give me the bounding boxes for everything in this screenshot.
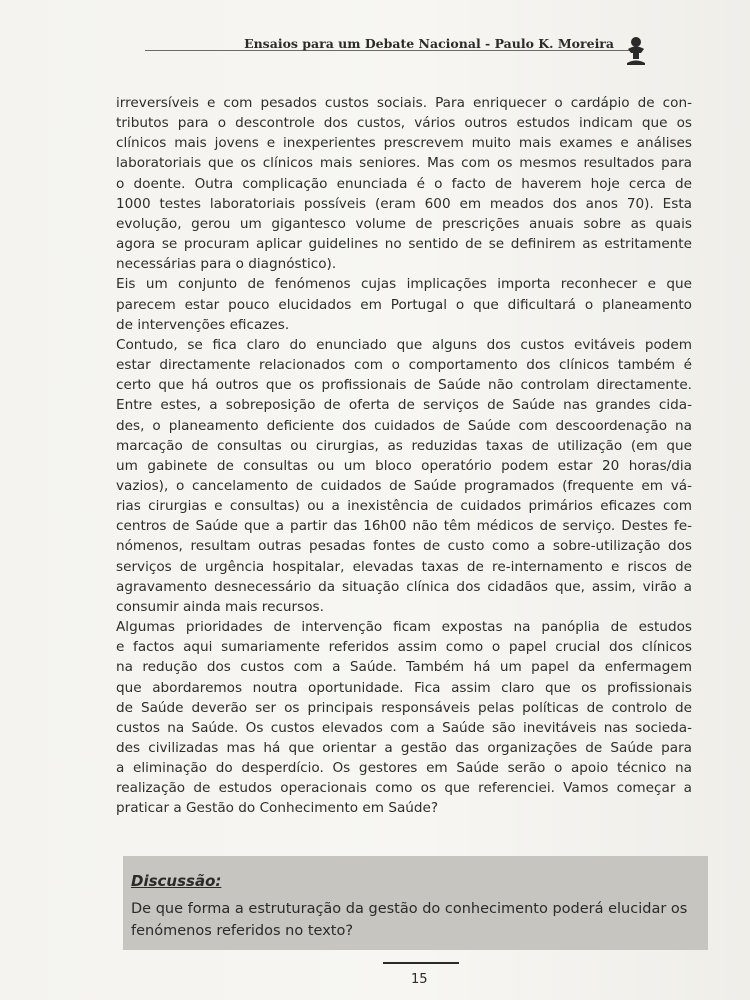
text-line: de intervenções eficazes. <box>116 316 290 333</box>
text-line: des, o planeamento deficiente dos cuidados de Saúde com descoordenação na <box>116 417 692 434</box>
text-line: nómenos, resultam outras pesadas fontes de custo como a sobre-utilização dos <box>116 538 692 555</box>
footer-rule <box>383 962 459 964</box>
body-text <box>116 93 692 819</box>
text-line: marcação de consultas ou cirurgias, as reduzidas taxas de utilização (em que <box>116 437 692 454</box>
bust-statue-icon <box>622 36 650 66</box>
text-line: na redução dos custos com a Saúde. Também há um papel da enfermagem <box>116 659 692 676</box>
discussion-title: Discussão: <box>131 872 222 890</box>
text-line: estar directamente relacionados com o comportamento dos clínicos também é <box>116 357 692 374</box>
text-line: des civilizadas mas há que orientar a gestão das organizações de Saúde para <box>116 740 692 756</box>
text-line: de Saúde deverão ser os principais responsáveis pelas políticas de controlo de <box>116 699 692 716</box>
text-line: a eliminação do desperdício. Os gestores em Saúde serão o apoio técnico na <box>116 760 692 777</box>
text-line: um gabinete de consultas ou um bloco operatório podem estar 20 horas/dia <box>116 457 692 474</box>
text-line: consumir ainda mais recursos. <box>116 598 324 615</box>
text-line: realização de estudos operacionais como os que referenciei. Vamos começar a <box>116 780 692 797</box>
discussion-question-line: De que forma a estruturação da gestão do conhecimento poderá elucidar os <box>131 901 688 917</box>
text-line: tributos para o descontrole dos custos, vários outros estudos indicam que os <box>116 115 692 132</box>
text-line: custos na Saúde. Os custos elevados com a Saúde são inevitáveis nas socieda- <box>116 719 692 736</box>
header-title: Ensaios para um Debate Nacional - Paulo K. Moreira <box>244 36 614 51</box>
text-line: Algumas prioridades de intervenção ficam expostas na panóplia de estudos <box>116 619 692 636</box>
discussion-question-line: fenómenos referidos no texto? <box>131 923 354 939</box>
page-number: 15 <box>411 972 428 987</box>
text-line: clínicos mais jovens e inexperientes prescrevem muito mais exames e análises <box>116 135 692 152</box>
text-line: centros de Saúde que a partir das 16h00 não têm médicos de serviço. Destes fe- <box>116 518 692 535</box>
text-line: necessárias para o diagnóstico). <box>116 256 337 273</box>
text-line: irreversíveis e com pesados custos sociais. Para enriquecer o cardápio de con- <box>116 95 692 111</box>
text-line: o doente. Outra complicação enunciada é o facto de haverem hoje cerca de <box>116 175 692 192</box>
text-line: agravamento desnecessário da situação clínica dos cidadãos que, assim, virão a <box>116 578 692 595</box>
text-line: e factos aqui sumariamente referidos assim como o papel crucial dos clínicos <box>116 639 692 656</box>
text-line: certo que há outros que os profissionais de Saúde não controlam directamente. <box>116 377 692 394</box>
discussion-box <box>123 856 708 950</box>
text-line: evolução, gerou um gigantesco volume de prescrições anuais sobre as quais <box>116 215 692 232</box>
text-line: Entre estes, a sobreposição de oferta de serviços de Saúde nas grandes cida- <box>116 397 692 414</box>
text-line: que abordaremos noutra oportunidade. Fica assim claro que os profissionais <box>116 679 692 696</box>
text-line: serviços de urgência hospitalar, elevadas taxas de re-internamento e riscos de <box>116 558 692 575</box>
text-line: 1000 testes laboratoriais possíveis (eram 600 em meados dos anos 70). Esta <box>116 195 692 212</box>
text-line: parecem estar pouco elucidados em Portugal o que dificultará o planeamento <box>116 296 692 313</box>
discussion-question <box>131 898 701 942</box>
text-line: Eis um conjunto de fenómenos cujas implicações importa reconhecer e que <box>116 276 692 293</box>
text-line: vazios), o cancelamento de cuidados de Saúde programados (frequente em vá- <box>116 477 692 494</box>
text-line: agora se procuram aplicar guidelines no sentido de se definirem as estritamente <box>116 236 692 253</box>
text-line: praticar a Gestão do Conhecimento em Saúde? <box>116 800 439 817</box>
text-line: rias cirurgias e consultas) ou a inexistência de cuidados primários eficazes com <box>116 498 692 515</box>
text-line: laboratoriais que os clínicos mais seniores. Mas com os mesmos resultados para <box>116 155 692 172</box>
text-line: Contudo, se fica claro do enunciado que alguns dos custos evitáveis podem <box>116 336 692 353</box>
running-header <box>145 36 650 68</box>
